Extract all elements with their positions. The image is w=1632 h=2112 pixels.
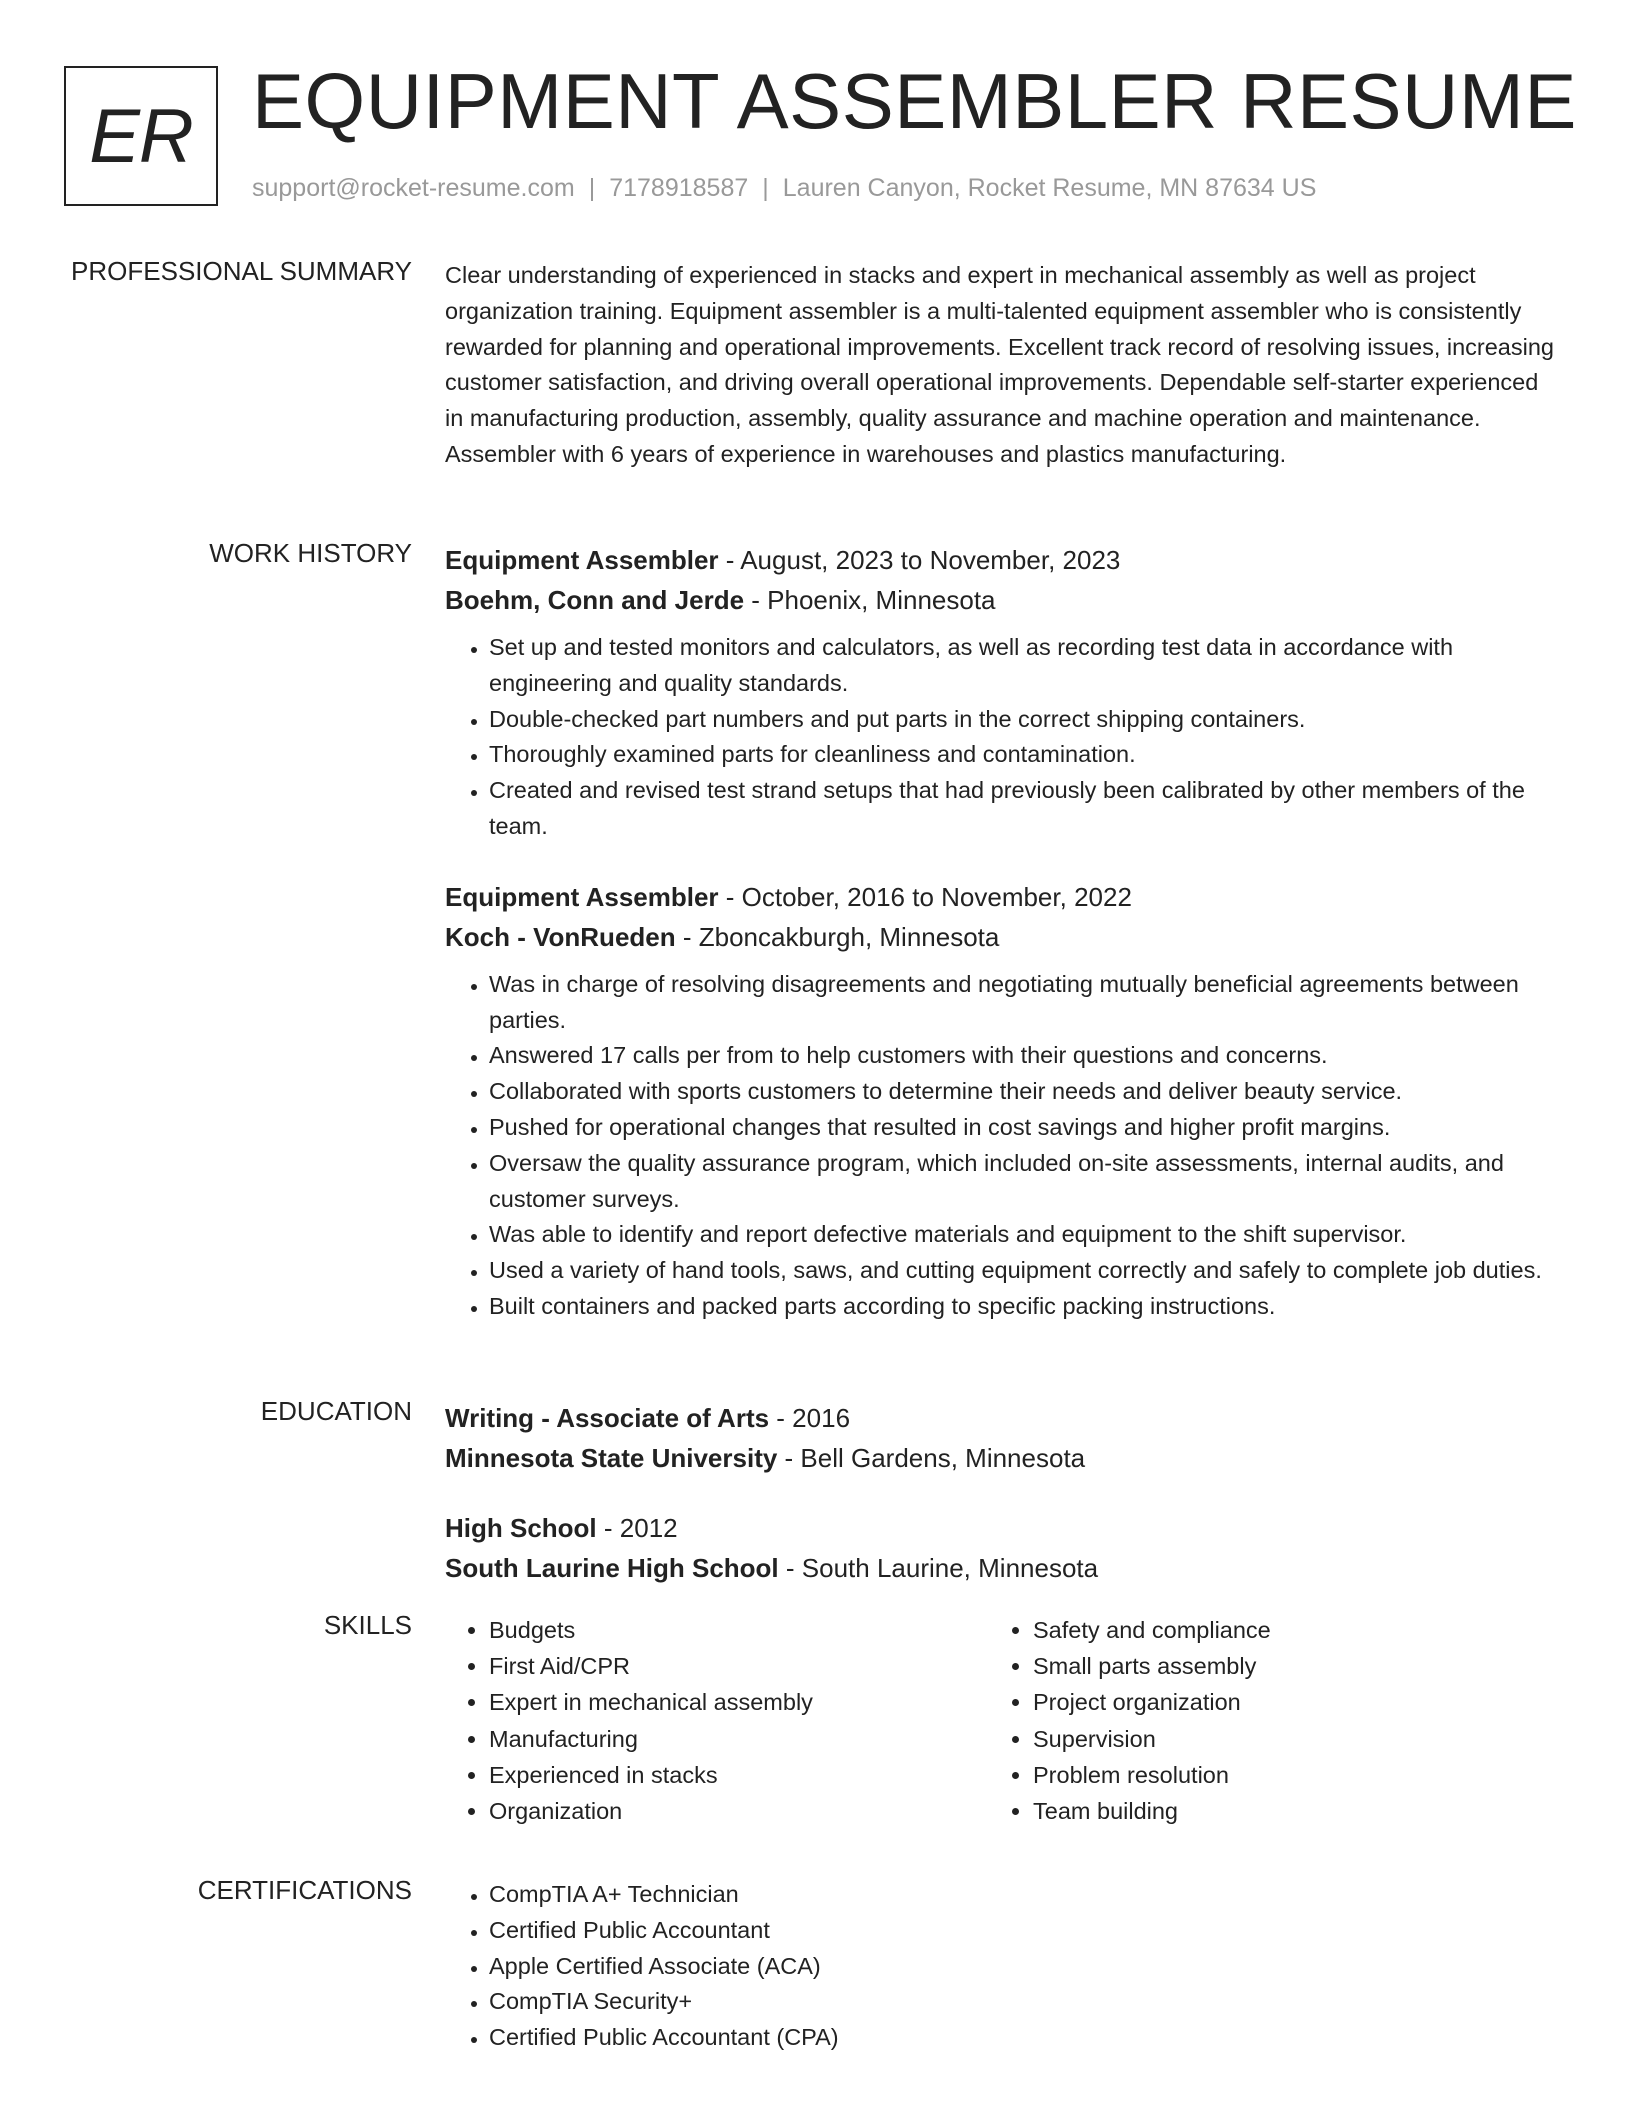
degree-year: - 2016	[769, 1403, 851, 1433]
list-item: • Created and revised test strand setups that had previously been calibrated by other members of the team.	[489, 773, 1555, 845]
list-item: • Problem resolution	[1033, 1757, 1533, 1793]
work-history-body	[445, 540, 1555, 1357]
job-employer	[445, 917, 1555, 957]
list-item: • Answered 17 calls per from to help customers with their questions and concerns.	[489, 1038, 1555, 1074]
contact-email[interactable]: support@rocket-resume.com	[252, 174, 575, 202]
school-location: - Bell Gardens, Minnesota	[777, 1443, 1086, 1473]
skills-grid	[445, 1612, 1555, 1829]
skills-list-right	[989, 1612, 1533, 1829]
contact-separator: |	[762, 174, 769, 202]
job-entry	[445, 877, 1555, 1325]
job-duties-list	[445, 967, 1555, 1325]
skills-body	[445, 1612, 1555, 1829]
section-label: PROFESSIONAL SUMMARY	[71, 256, 412, 286]
job-title: Equipment Assembler	[445, 881, 719, 912]
degree-heading	[445, 1398, 1555, 1438]
school-line	[445, 1548, 1555, 1588]
job-dates: - October, 2016 to November, 2022	[718, 881, 1132, 912]
list-item: • Double-checked part numbers and put parts in the correct shipping containers.	[489, 702, 1555, 738]
list-item: • Pushed for operational changes that resulted in cost savings and higher profit margins.	[489, 1110, 1555, 1146]
list-item: • CompTIA Security+	[489, 1984, 1555, 2020]
list-item: • Safety and compliance	[1033, 1612, 1533, 1648]
school-name: South Laurine High School	[445, 1553, 779, 1583]
list-item: • Budgets	[489, 1612, 989, 1648]
education-entry	[445, 1508, 1555, 1588]
company-name: Koch - VonRueden	[445, 921, 676, 952]
summary-text: Clear understanding of experienced in stacks and expert in mechanical assembly as well as project organization training. Equipment assembler is a multi-talented equipment assembler who is consistently rewarded for planning and operational improvements. Excellent track record of resolving issues, increasing customer satisfaction, and driving overall operational improvements. Dependable self-starter experienced in manufacturing production, assembly, quality assurance and machine operation and maintenance. Assembler with 6 years of experience in warehouses and plastics manufacturing.	[445, 262, 1554, 467]
skills-list-left	[445, 1612, 989, 1829]
certifications-body	[445, 1877, 1555, 2056]
resume-title: EQUIPMENT ASSEMBLER RESUME	[252, 57, 1577, 145]
monogram-logo: ER	[64, 66, 218, 206]
job-employer	[445, 580, 1555, 620]
list-item: • Organization	[489, 1793, 989, 1829]
list-item: • Manufacturing	[489, 1721, 989, 1757]
list-item: • Set up and tested monitors and calculators, as well as recording test data in accordance with engineering and quality standards.	[489, 630, 1555, 702]
degree-heading	[445, 1508, 1555, 1548]
list-item: • Team building	[1033, 1793, 1533, 1829]
job-heading	[445, 877, 1555, 917]
education-entry	[445, 1398, 1555, 1478]
company-location: - Phoenix, Minnesota	[744, 585, 996, 615]
list-item: • Project organization	[1033, 1684, 1533, 1720]
degree-name: High School	[445, 1513, 597, 1543]
list-item: • Apple Certified Associate (ACA)	[489, 1949, 1555, 1985]
degree-name: Writing - Associate of Arts	[445, 1403, 770, 1433]
list-item: • Small parts assembly	[1033, 1648, 1533, 1684]
list-item: • Expert in mechanical assembly	[489, 1684, 989, 1720]
list-item: • Was in charge of resolving disagreements and negotiating mutually beneficial agreements between parties.	[489, 967, 1555, 1039]
list-item: • Experienced in stacks	[489, 1757, 989, 1793]
school-location: - South Laurine, Minnesota	[778, 1553, 1099, 1583]
job-heading	[445, 540, 1555, 580]
list-item: • Used a variety of hand tools, saws, and cutting equipment correctly and safely to complete job duties.	[489, 1253, 1555, 1289]
school-line	[445, 1438, 1555, 1478]
job-duties-list	[445, 630, 1555, 845]
list-item: • Certified Public Accountant	[489, 1913, 1555, 1949]
contact-separator: |	[588, 174, 596, 202]
list-item: • Built containers and packed parts according to specific packing instructions.	[489, 1289, 1555, 1325]
list-item: • First Aid/CPR	[489, 1648, 989, 1684]
school-name: Minnesota State University	[445, 1443, 778, 1473]
list-item: • Supervision	[1033, 1721, 1533, 1757]
degree-year: - 2012	[596, 1513, 678, 1543]
section-label: EDUCATION	[260, 1396, 412, 1426]
certifications-list	[445, 1877, 1555, 2056]
list-item: • Thoroughly examined parts for cleanliness and contamination.	[489, 737, 1555, 773]
section-label: WORK HISTORY	[209, 538, 412, 568]
job-dates: - August, 2023 to November, 2023	[718, 545, 1121, 575]
job-entry	[445, 540, 1555, 845]
company-name: Boehm, Conn and Jerde	[445, 585, 745, 615]
contact-line	[252, 174, 1316, 203]
list-item: • Collaborated with sports customers to determine their needs and deliver beauty service.	[489, 1074, 1555, 1110]
list-item: • Oversaw the quality assurance program, which included on-site assessments, internal audits, and customer surveys.	[489, 1146, 1555, 1218]
section-label: CERTIFICATIONS	[197, 1875, 412, 1905]
list-item: • Certified Public Accountant (CPA)	[489, 2020, 1555, 2056]
list-item: • Was able to identify and report defective materials and equipment to the shift supervisor.	[489, 1217, 1555, 1253]
contact-address: Lauren Canyon, Rocket Resume, MN 87634 US	[782, 174, 1317, 202]
company-location: - Zboncakburgh, Minnesota	[675, 921, 1000, 952]
contact-phone[interactable]: 7178918587	[609, 174, 749, 202]
list-item: • CompTIA A+ Technician	[489, 1877, 1555, 1913]
section-label: SKILLS	[323, 1610, 412, 1640]
job-title: Equipment Assembler	[445, 545, 719, 575]
education-body	[445, 1398, 1555, 1588]
